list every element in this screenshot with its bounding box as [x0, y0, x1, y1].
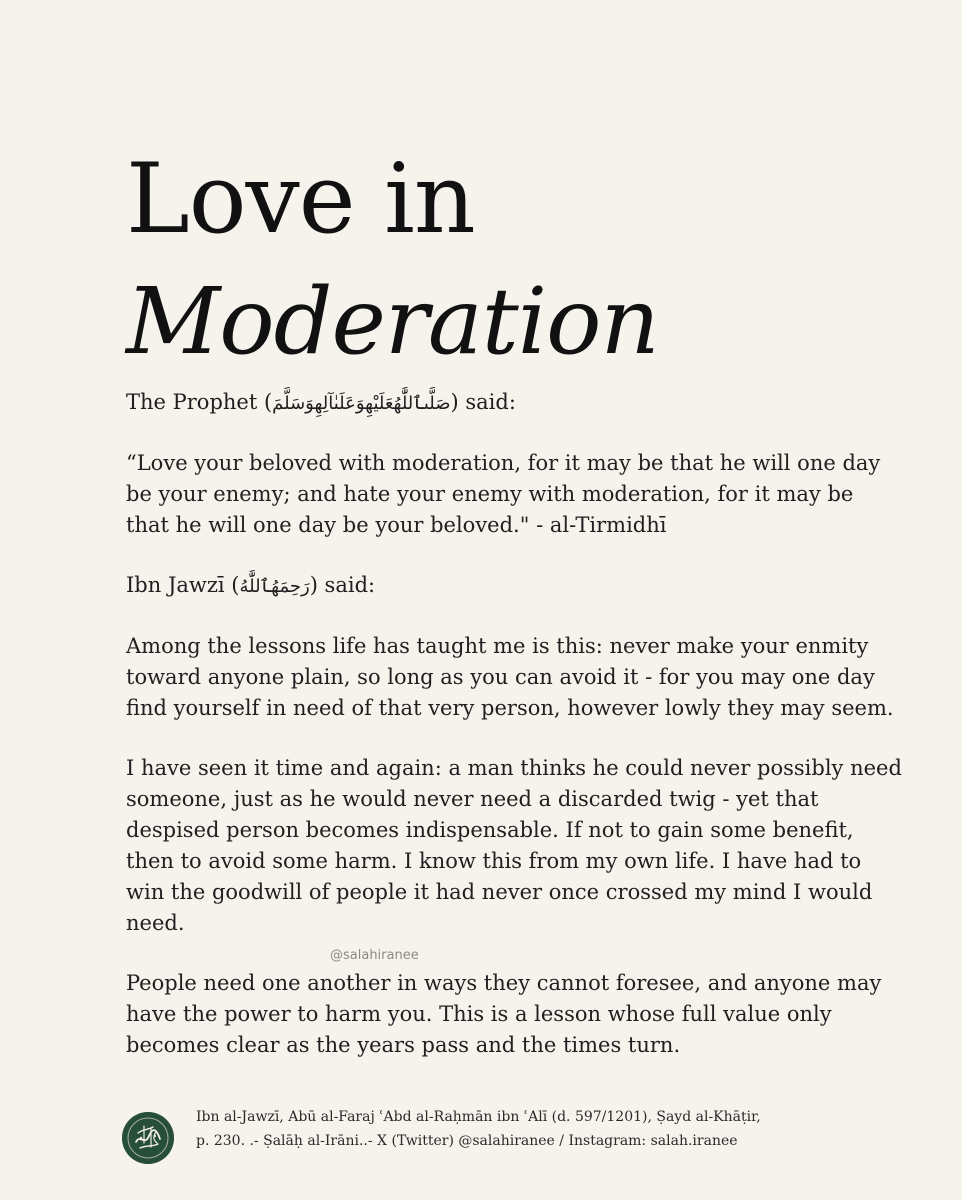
- paragraph-line: I have seen it time and again: a man thinks he could never possibly need: [126, 756, 902, 780]
- ibn-jawzi-intro-before: Ibn Jawzī (: [126, 573, 240, 597]
- paragraph-conclusion: [126, 968, 882, 1061]
- watermark-handle: @salahiranee: [330, 948, 419, 963]
- source-citation: [196, 1105, 846, 1153]
- paragraph-line: find yourself in need of that very person, however lowly they may seem.: [126, 696, 894, 720]
- ibn-jawzi-intro: [126, 570, 846, 602]
- hadith-line: be your enemy; and hate your enemy with moderation, for it may be: [126, 482, 854, 506]
- paragraph-line: despised person becomes indispensable. If not to gain some benefit,: [126, 818, 854, 842]
- hadith-line: that he will one day be your beloved." - al-Tirmidhī: [126, 513, 667, 537]
- paragraph-line: have the power to harm you. This is a lesson whose full value only: [126, 1002, 832, 1026]
- paragraph-line: toward anyone plain, so long as you can avoid it - for you may one day: [126, 665, 875, 689]
- paragraph-line: People need one another in ways they cannot foresee, and anyone may: [126, 971, 882, 995]
- prophet-intro-before: The Prophet (: [126, 390, 273, 414]
- prophet-intro: [126, 387, 846, 419]
- paragraph-line: becomes clear as the years pass and the times turn.: [126, 1033, 681, 1057]
- paragraph-line: win the goodwill of people it had never once crossed my mind I would: [126, 880, 873, 904]
- prophet-intro-after: ) said:: [450, 390, 516, 414]
- paragraph-experience: [126, 753, 902, 939]
- hadith-line: “Love your beloved with moderation, for it may be that he will one day: [126, 451, 881, 475]
- ibn-jawzi-honorific: رَحِمَهُٱللَّٰهُ: [239, 576, 310, 597]
- citation-line: Ibn al-Jawzī, Abū al-Faraj ʿAbd al-Raḥmān ibn ʿAlī (d. 597/1201), Ṣayd al-Khāṭir,: [196, 1109, 761, 1125]
- ibn-jawzi-intro-after: ) said:: [309, 573, 376, 597]
- citation-line: p. 230. .- Ṣalāḥ al-Irāni..- X (Twitter) @salahiranee / Instagram: salah.iranee: [196, 1133, 738, 1149]
- title-line-1: Love in: [126, 143, 475, 256]
- paragraph-line: then to avoid some harm. I know this from my own life. I have had to: [126, 849, 862, 873]
- citation-footer: [122, 1102, 842, 1172]
- calligraphy-seal-icon: [122, 1112, 174, 1164]
- paragraph-lessons: [126, 631, 894, 724]
- paragraph-line: Among the lessons life has taught me is this: never make your enmity: [126, 634, 869, 658]
- title-line-2: Moderation: [126, 268, 659, 376]
- paragraph-line: need.: [126, 911, 185, 935]
- prophet-honorific: صَلَّىٱللَّٰهُعَلَيْهِوَعَلَىٰآلِهِوَسَلَّمَ: [272, 393, 451, 414]
- paragraph-line: someone, just as he would never need a discarded twig - yet that: [126, 787, 819, 811]
- body-text: [126, 387, 902, 1090]
- page-title: [126, 139, 886, 377]
- hadith-quote: [126, 448, 881, 541]
